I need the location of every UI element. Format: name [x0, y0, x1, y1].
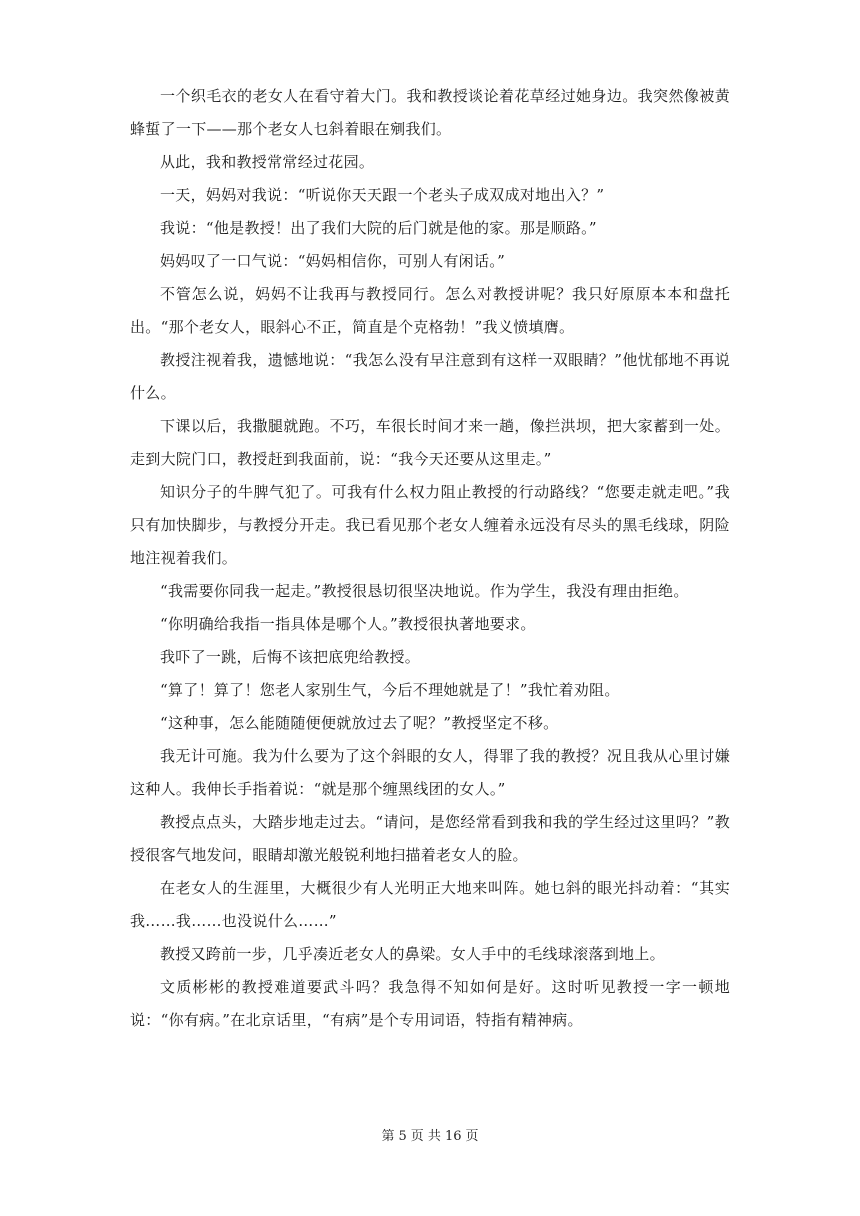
page-footer	[0, 1125, 860, 1144]
paragraph: 教授注视着我，遗憾地说：“我怎么没有早注意到有这样一双眼睛？”他忧郁地不再说什么。	[130, 351, 730, 402]
current-page-number: 5	[398, 1129, 407, 1144]
paragraph: 我无计可施。我为什么要为了这个斜眼的女人，得罪了我的教授？况且我从心里讨嫌这种人。我伸长手指着说：“就是那个缠黑线团的女人。”	[130, 747, 730, 798]
total-pages-number: 16	[444, 1129, 462, 1144]
article-body	[130, 80, 730, 1037]
paragraph: “算了！算了！您老人家别生气，今后不理她就是了！”我忙着劝阻。	[160, 681, 620, 699]
footer-prefix: 第	[381, 1129, 395, 1144]
footer-middle: 页 共	[410, 1129, 441, 1144]
paragraph: “这种事，怎么能随随便便就放过去了呢？”教授坚定不移。	[160, 714, 559, 732]
paragraph: 我吓了一跳，后悔不该把底兜给教授。	[160, 648, 421, 666]
paragraph: 一天，妈妈对我说：“听说你天天跟一个老头子成双成对地出入？”	[160, 186, 605, 204]
paragraph: 在老女人的生涯里，大概很少有人光明正大地来叫阵。她乜斜的眼光抖动着：“其实我……我……也没说什么……”	[130, 879, 730, 930]
paragraph: 教授点点头，大踏步地走过去。“请问，是您经常看到我和我的学生经过这里吗？”教授很客气地发问，眼睛却激光般锐利地扫描着老女人的脸。	[130, 813, 730, 864]
paragraph: 文质彬彬的教授难道要武斗吗？我急得不知如何是好。这时听见教授一字一顿地说：“你有病。”在北京话里，“有病”是个专用词语，特指有精神病。	[130, 978, 730, 1029]
footer-suffix: 页	[465, 1129, 479, 1144]
paragraph: 妈妈叹了一口气说：“妈妈相信你，可别人有闲话。”	[160, 252, 506, 270]
paragraph: 我说：“他是教授！出了我们大院的后门就是他的家。那是顺路。”	[160, 219, 597, 237]
paragraph: “我需要你同我一起走。”教授很恳切很坚决地说。作为学生，我没有理由拒绝。	[160, 582, 689, 600]
paragraph: 不管怎么说，妈妈不让我再与教授同行。怎么对教授讲呢？我只好原原本本和盘托出。“那个老女人，眼斜心不正，简直是个克格勃！”我义愤填膺。	[130, 285, 730, 336]
paragraph: 下课以后，我撒腿就跑。不巧，车很长时间才来一趟，像拦洪坝，把大家蓄到一处。走到大院门口，教授赶到我面前，说：“我今天还要从这里走。”	[130, 417, 730, 468]
paragraph: 知识分子的牛脾气犯了。可我有什么权力阻止教授的行动路线？“您要走就走吧。”我只有加快脚步，与教授分开走。我已看见那个老女人缠着永远没有尽头的黑毛线球，阴险地注视着我们。	[130, 483, 730, 567]
paragraph: 一个织毛衣的老女人在看守着大门。我和教授谈论着花草经过她身边。我突然像被黄蜂蜇了一下——那个老女人乜斜着眼在剜我们。	[130, 87, 730, 138]
paragraph: 教授又跨前一步，几乎凑近老女人的鼻梁。女人手中的毛线球滚落到地上。	[160, 945, 665, 963]
paragraph: 从此，我和教授常常经过花园。	[160, 153, 375, 171]
paragraph: “你明确给我指一指具体是哪个人。”教授很执著地要求。	[160, 615, 536, 633]
